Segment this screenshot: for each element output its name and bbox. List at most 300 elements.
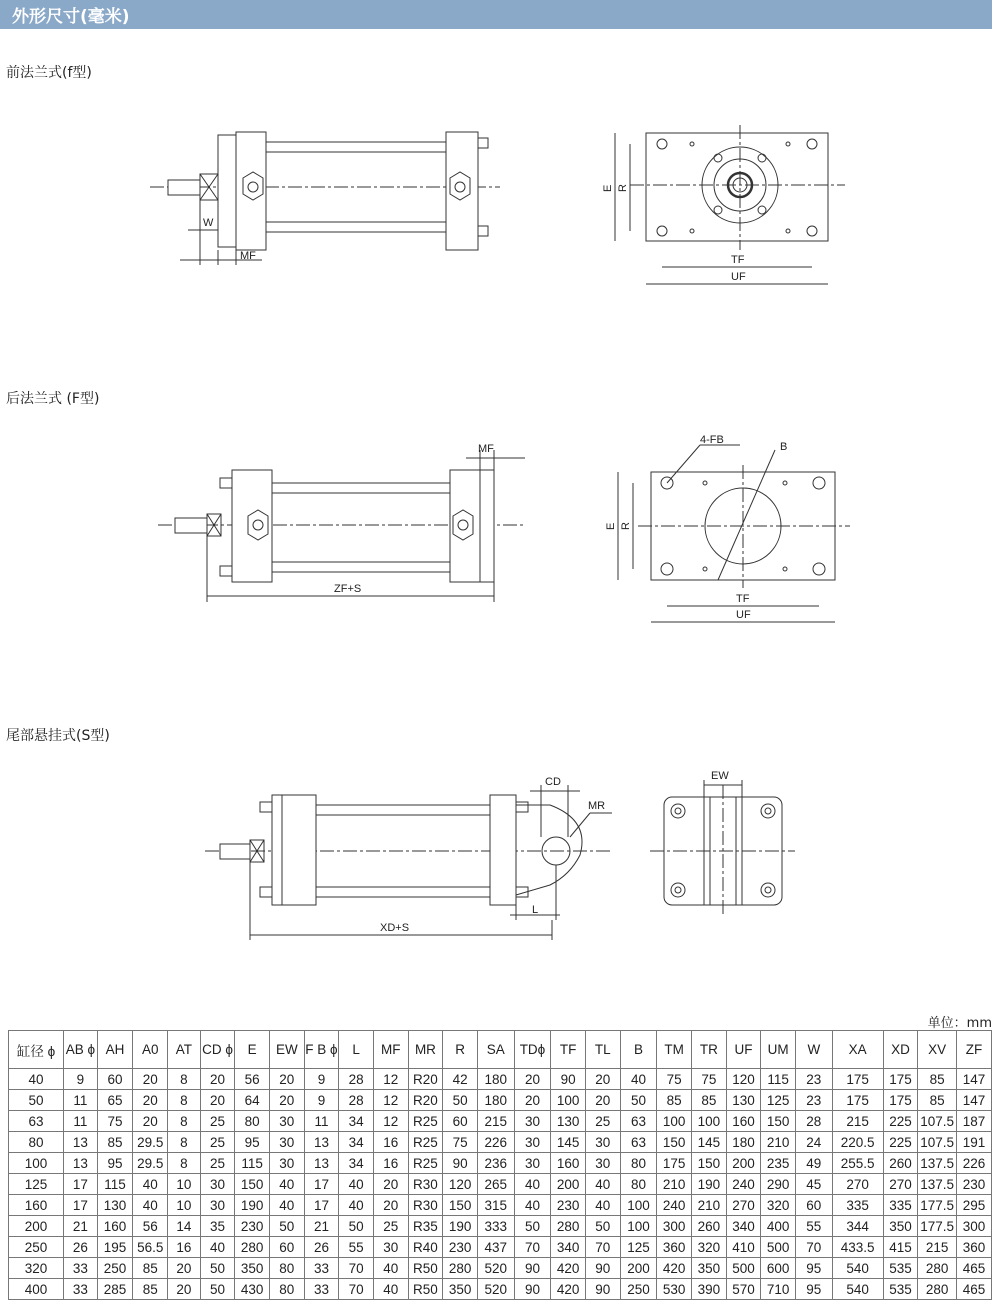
table-cell: 100 <box>620 1195 657 1216</box>
table-cell: 230 <box>443 1237 478 1258</box>
table-cell: 530 <box>657 1279 692 1300</box>
table-cell: 16 <box>373 1153 408 1174</box>
table-cell: 40 <box>133 1195 168 1216</box>
dim-tf: TF <box>731 254 745 266</box>
table-cell: 150 <box>657 1132 692 1153</box>
table-cell: 64 <box>235 1090 270 1111</box>
table-cell: 21 <box>64 1216 98 1237</box>
table-cell: 226 <box>957 1153 992 1174</box>
table-cell: 42 <box>443 1069 478 1090</box>
table-cell: 20 <box>200 1069 235 1090</box>
table-cell: 85 <box>133 1279 168 1300</box>
table-cell: R25 <box>408 1132 443 1153</box>
table-cell: 90 <box>585 1258 620 1279</box>
table-cell: 25 <box>200 1153 235 1174</box>
table-cell: 20 <box>514 1069 551 1090</box>
table-cell: 215 <box>477 1111 514 1132</box>
table-cell: 300 <box>957 1216 992 1237</box>
table-cell: 215 <box>832 1111 883 1132</box>
table-cell: 40 <box>514 1195 551 1216</box>
table-cell: 180 <box>477 1069 514 1090</box>
dim-e-rear: E <box>605 522 617 530</box>
table-cell: 215 <box>918 1237 957 1258</box>
table-cell: 145 <box>692 1132 727 1153</box>
table-cell: 17 <box>64 1195 98 1216</box>
header-title: 外形尺寸(毫米) <box>12 7 130 27</box>
table-cell: 40 <box>269 1174 304 1195</box>
table-cell: 49 <box>795 1153 832 1174</box>
table-cell: 85 <box>657 1090 692 1111</box>
table-cell: 70 <box>795 1237 832 1258</box>
table-cell: 13 <box>304 1153 339 1174</box>
table-cell: 535 <box>883 1279 918 1300</box>
table-cell: 12 <box>373 1111 408 1132</box>
column-header: UM <box>761 1031 796 1069</box>
table-cell: 20 <box>585 1090 620 1111</box>
table-cell: 30 <box>514 1132 551 1153</box>
table-cell: 60 <box>97 1069 133 1090</box>
table-cell: 260 <box>883 1153 918 1174</box>
table-cell: 30 <box>200 1174 235 1195</box>
dim-b: B <box>780 441 788 453</box>
dim-r: R <box>617 184 629 192</box>
table-cell: 270 <box>883 1174 918 1195</box>
table-cell: 160 <box>9 1195 64 1216</box>
table-cell: 16 <box>168 1237 201 1258</box>
table-cell: 26 <box>64 1237 98 1258</box>
column-header: UF <box>726 1031 761 1069</box>
table-cell: 344 <box>832 1216 883 1237</box>
table-cell: R30 <box>408 1195 443 1216</box>
table-row <box>9 1132 992 1153</box>
table-cell: 350 <box>235 1258 270 1279</box>
table-cell: R50 <box>408 1279 443 1300</box>
table-cell: 55 <box>339 1237 374 1258</box>
table-cell: 415 <box>883 1237 918 1258</box>
table-cell: 33 <box>64 1279 98 1300</box>
table-cell: 20 <box>269 1090 304 1111</box>
table-cell: 50 <box>585 1216 620 1237</box>
table-cell: 280 <box>235 1237 270 1258</box>
table-cell: 210 <box>692 1195 727 1216</box>
table-cell: 150 <box>443 1195 478 1216</box>
table-cell: 75 <box>692 1069 727 1090</box>
table-cell: 33 <box>304 1279 339 1300</box>
table-cell: 340 <box>551 1237 586 1258</box>
table-cell: R20 <box>408 1069 443 1090</box>
table-cell: 80 <box>620 1153 657 1174</box>
table-cell: 13 <box>64 1153 98 1174</box>
table-cell: 265 <box>477 1174 514 1195</box>
table-cell: 28 <box>339 1069 374 1090</box>
table-cell: 63 <box>620 1132 657 1153</box>
table-cell: 420 <box>551 1258 586 1279</box>
table-cell: 13 <box>64 1132 98 1153</box>
table-cell: 335 <box>883 1195 918 1216</box>
table-cell: 115 <box>235 1153 270 1174</box>
table-cell: 390 <box>692 1279 727 1300</box>
table-cell: 56 <box>235 1069 270 1090</box>
table-cell: 40 <box>339 1195 374 1216</box>
table-row <box>9 1069 992 1090</box>
column-header: 缸径 ϕ <box>9 1031 64 1069</box>
table-cell: 14 <box>168 1216 201 1237</box>
unit-label: 单位：mm <box>927 1016 992 1031</box>
table-cell: 34 <box>339 1153 374 1174</box>
table-cell: 50 <box>269 1216 304 1237</box>
table-cell: 60 <box>443 1111 478 1132</box>
dim-4-fb: 4-FB <box>700 434 724 446</box>
table-cell: 25 <box>200 1132 235 1153</box>
table-cell: 16 <box>373 1132 408 1153</box>
table-cell: 35 <box>200 1216 235 1237</box>
table-cell: 80 <box>269 1279 304 1300</box>
table-cell: 85 <box>692 1090 727 1111</box>
table-cell: 236 <box>477 1153 514 1174</box>
dim-r-rear: R <box>620 522 632 530</box>
section-label-front-flange: 前法兰式(f型) <box>6 65 92 81</box>
table-cell: 23 <box>795 1069 832 1090</box>
table-cell: 125 <box>9 1174 64 1195</box>
table-cell: 177.5 <box>918 1195 957 1216</box>
table-cell: 280 <box>918 1258 957 1279</box>
table-cell: 175 <box>657 1153 692 1174</box>
table-cell: 150 <box>761 1111 796 1132</box>
table-cell: 180 <box>726 1132 761 1153</box>
column-header: MR <box>408 1031 443 1069</box>
table-cell: 130 <box>551 1111 586 1132</box>
table-cell: 285 <box>97 1279 133 1300</box>
table-cell: 420 <box>657 1258 692 1279</box>
rear-flange-drawing <box>0 430 1000 630</box>
table-cell: 130 <box>97 1195 133 1216</box>
table-cell: 230 <box>235 1216 270 1237</box>
table-cell: 29.5 <box>133 1153 168 1174</box>
section-label-rear-flange: 后法兰式 (F型) <box>6 391 100 407</box>
table-cell: 17 <box>64 1174 98 1195</box>
table-cell: 8 <box>168 1111 201 1132</box>
table-cell: 465 <box>957 1279 992 1300</box>
table-cell: 175 <box>883 1090 918 1111</box>
table-cell: 90 <box>514 1279 551 1300</box>
table-cell: 191 <box>957 1132 992 1153</box>
table-cell: 20 <box>133 1069 168 1090</box>
table-cell: 60 <box>269 1237 304 1258</box>
table-cell: 280 <box>551 1216 586 1237</box>
table-cell: 100 <box>620 1216 657 1237</box>
column-header: MF <box>373 1031 408 1069</box>
table-cell: 40 <box>514 1174 551 1195</box>
table-cell: 50 <box>514 1216 551 1237</box>
table-cell: 125 <box>761 1090 796 1111</box>
table-header-row <box>9 1031 992 1069</box>
table-cell: 56.5 <box>133 1237 168 1258</box>
table-cell: 75 <box>443 1132 478 1153</box>
table-cell: 56 <box>133 1216 168 1237</box>
table-cell: 40 <box>200 1237 235 1258</box>
table-row <box>9 1153 992 1174</box>
column-header: CD ϕ <box>200 1031 235 1069</box>
table-cell: 55 <box>795 1216 832 1237</box>
table-cell: 30 <box>269 1111 304 1132</box>
table-cell: 34 <box>339 1132 374 1153</box>
table-cell: 20 <box>200 1090 235 1111</box>
table-cell: 30 <box>585 1132 620 1153</box>
table-cell: 315 <box>477 1195 514 1216</box>
table-cell: 50 <box>200 1258 235 1279</box>
table-cell: 20 <box>514 1090 551 1111</box>
table-cell: 290 <box>761 1174 796 1195</box>
table-cell: 90 <box>585 1279 620 1300</box>
table-cell: 200 <box>620 1258 657 1279</box>
table-row <box>9 1174 992 1195</box>
table-cell: R25 <box>408 1153 443 1174</box>
table-cell: 63 <box>9 1111 64 1132</box>
table-cell: 175 <box>832 1069 883 1090</box>
table-cell: 190 <box>692 1174 727 1195</box>
table-cell: 260 <box>692 1216 727 1237</box>
table-cell: 200 <box>551 1174 586 1195</box>
table-cell: 9 <box>304 1090 339 1111</box>
table-row <box>9 1090 992 1111</box>
table-cell: 120 <box>726 1069 761 1090</box>
table-cell: 9 <box>64 1069 98 1090</box>
table-cell: 80 <box>269 1258 304 1279</box>
table-cell: 107.5 <box>918 1111 957 1132</box>
table-cell: 50 <box>443 1090 478 1111</box>
table-cell: 28 <box>795 1111 832 1132</box>
table-cell: 17 <box>304 1195 339 1216</box>
table-cell: 250 <box>9 1237 64 1258</box>
dimension-table <box>8 1030 992 1300</box>
table-cell: 90 <box>443 1153 478 1174</box>
table-cell: 240 <box>726 1174 761 1195</box>
table-cell: 540 <box>832 1258 883 1279</box>
table-cell: 210 <box>761 1132 796 1153</box>
table-cell: 8 <box>168 1069 201 1090</box>
table-cell: 145 <box>551 1132 586 1153</box>
table-cell: 280 <box>443 1258 478 1279</box>
dim-ew: EW <box>711 770 729 782</box>
table-cell: 24 <box>795 1132 832 1153</box>
table-cell: 10 <box>168 1195 201 1216</box>
table-cell: 26 <box>304 1237 339 1258</box>
table-cell: 280 <box>918 1279 957 1300</box>
table-cell: 30 <box>373 1237 408 1258</box>
table-cell: 100 <box>692 1111 727 1132</box>
table-cell: 11 <box>64 1090 98 1111</box>
table-cell: 30 <box>514 1111 551 1132</box>
table-cell: 80 <box>620 1174 657 1195</box>
table-cell: 8 <box>168 1090 201 1111</box>
table-cell: 13 <box>304 1132 339 1153</box>
table-cell: 33 <box>64 1258 98 1279</box>
table-cell: 40 <box>373 1258 408 1279</box>
dim-uf-rear: UF <box>736 609 751 621</box>
column-header: W <box>795 1031 832 1069</box>
table-cell: 100 <box>551 1090 586 1111</box>
table-cell: 23 <box>795 1090 832 1111</box>
table-cell: 90 <box>551 1069 586 1090</box>
table-cell: 25 <box>373 1216 408 1237</box>
table-cell: 8 <box>168 1153 201 1174</box>
table-cell: 270 <box>726 1195 761 1216</box>
table-cell: 30 <box>585 1153 620 1174</box>
dim-zf-s: ZF+S <box>334 583 362 595</box>
table-cell: 40 <box>133 1174 168 1195</box>
table-cell: 12 <box>373 1090 408 1111</box>
table-cell: 20 <box>133 1111 168 1132</box>
table-cell: 100 <box>9 1153 64 1174</box>
table-cell: 120 <box>443 1174 478 1195</box>
table-cell: 500 <box>761 1237 796 1258</box>
table-cell: 30 <box>269 1132 304 1153</box>
table-cell: 45 <box>795 1174 832 1195</box>
table-cell: 570 <box>726 1279 761 1300</box>
table-row <box>9 1258 992 1279</box>
table-cell: 360 <box>657 1237 692 1258</box>
table-cell: 40 <box>585 1195 620 1216</box>
column-header: AB ϕ <box>64 1031 98 1069</box>
table-cell: 437 <box>477 1237 514 1258</box>
table-cell: 535 <box>883 1258 918 1279</box>
table-cell: 90 <box>514 1258 551 1279</box>
table-cell: 63 <box>620 1111 657 1132</box>
table-cell: 70 <box>339 1258 374 1279</box>
table-cell: 420 <box>551 1279 586 1300</box>
table-cell: 147 <box>957 1069 992 1090</box>
dim-uf: UF <box>731 271 746 283</box>
column-header: XV <box>918 1031 957 1069</box>
table-cell: 465 <box>957 1258 992 1279</box>
table-cell: 210 <box>657 1174 692 1195</box>
table-cell: 8 <box>168 1132 201 1153</box>
table-cell: 20 <box>585 1069 620 1090</box>
table-cell: 50 <box>620 1090 657 1111</box>
dim-tf-rear: TF <box>736 593 750 605</box>
table-cell: 70 <box>339 1279 374 1300</box>
table-cell: 150 <box>692 1153 727 1174</box>
table-cell: 60 <box>795 1195 832 1216</box>
table-cell: 75 <box>97 1111 133 1132</box>
column-header: AT <box>168 1031 201 1069</box>
table-cell: 115 <box>97 1174 133 1195</box>
table-cell: 160 <box>726 1111 761 1132</box>
table-cell: 95 <box>795 1258 832 1279</box>
table-row <box>9 1216 992 1237</box>
clevis-drawing <box>0 765 1000 950</box>
table-cell: 255.5 <box>832 1153 883 1174</box>
table-cell: 40 <box>585 1174 620 1195</box>
table-cell: R50 <box>408 1258 443 1279</box>
column-header: ZF <box>957 1031 992 1069</box>
table-cell: 40 <box>269 1195 304 1216</box>
table-cell: 40 <box>620 1069 657 1090</box>
table-cell: 400 <box>9 1279 64 1300</box>
column-header: TL <box>585 1031 620 1069</box>
table-cell: 190 <box>443 1216 478 1237</box>
table-cell: 30 <box>514 1153 551 1174</box>
table-cell: 335 <box>832 1195 883 1216</box>
table-cell: 410 <box>726 1237 761 1258</box>
table-cell: 17 <box>304 1174 339 1195</box>
table-cell: R35 <box>408 1216 443 1237</box>
dim-l: L <box>532 904 539 916</box>
table-cell: 9 <box>304 1069 339 1090</box>
table-cell: 75 <box>657 1069 692 1090</box>
table-cell: 160 <box>551 1153 586 1174</box>
table-cell: 85 <box>918 1069 957 1090</box>
table-cell: 200 <box>726 1153 761 1174</box>
table-cell: 295 <box>957 1195 992 1216</box>
table-cell: 50 <box>339 1216 374 1237</box>
table-cell: 70 <box>585 1237 620 1258</box>
table-cell: R30 <box>408 1174 443 1195</box>
table-cell: 29.5 <box>133 1132 168 1153</box>
section-header <box>0 0 992 29</box>
table-cell: 33 <box>304 1258 339 1279</box>
table-row <box>9 1237 992 1258</box>
dim-e: E <box>602 184 614 192</box>
table-row <box>9 1279 992 1300</box>
table-cell: 137.5 <box>918 1174 957 1195</box>
table-cell: 11 <box>304 1111 339 1132</box>
table-cell: 50 <box>9 1090 64 1111</box>
dim-mf-rear: MF <box>478 443 494 455</box>
table-cell: 20 <box>373 1195 408 1216</box>
table-cell: 230 <box>551 1195 586 1216</box>
table-cell: 225 <box>883 1132 918 1153</box>
table-cell: 30 <box>269 1153 304 1174</box>
section-label-clevis: 尾部悬挂式(S型) <box>6 728 110 744</box>
table-cell: 540 <box>832 1279 883 1300</box>
table-cell: 180 <box>477 1090 514 1111</box>
dim-mf: MF <box>240 250 256 262</box>
table-cell: 430 <box>235 1279 270 1300</box>
table-cell: 600 <box>761 1258 796 1279</box>
table-cell: 34 <box>339 1111 374 1132</box>
table-cell: 195 <box>97 1237 133 1258</box>
table-cell: 250 <box>620 1279 657 1300</box>
table-row <box>9 1111 992 1132</box>
table-cell: 160 <box>97 1216 133 1237</box>
table-cell: 150 <box>235 1174 270 1195</box>
table-cell: 320 <box>761 1195 796 1216</box>
column-header: A0 <box>133 1031 168 1069</box>
table-cell: 95 <box>235 1132 270 1153</box>
table-cell: 20 <box>168 1279 201 1300</box>
table-cell: 187 <box>957 1111 992 1132</box>
table-cell: 95 <box>97 1153 133 1174</box>
table-cell: 85 <box>918 1090 957 1111</box>
table-cell: 100 <box>657 1111 692 1132</box>
table-cell: 28 <box>339 1090 374 1111</box>
table-cell: 107.5 <box>918 1132 957 1153</box>
table-cell: 50 <box>200 1279 235 1300</box>
table-cell: 40 <box>9 1069 64 1090</box>
table-cell: 240 <box>657 1195 692 1216</box>
table-cell: 235 <box>761 1153 796 1174</box>
table-cell: 220.5 <box>832 1132 883 1153</box>
dim-w: W <box>203 217 214 229</box>
table-cell: 10 <box>168 1174 201 1195</box>
table-cell: 320 <box>692 1237 727 1258</box>
table-cell: 230 <box>957 1174 992 1195</box>
column-header: XD <box>883 1031 918 1069</box>
column-header: EW <box>269 1031 304 1069</box>
table-cell: 400 <box>761 1216 796 1237</box>
table-cell: 80 <box>9 1132 64 1153</box>
